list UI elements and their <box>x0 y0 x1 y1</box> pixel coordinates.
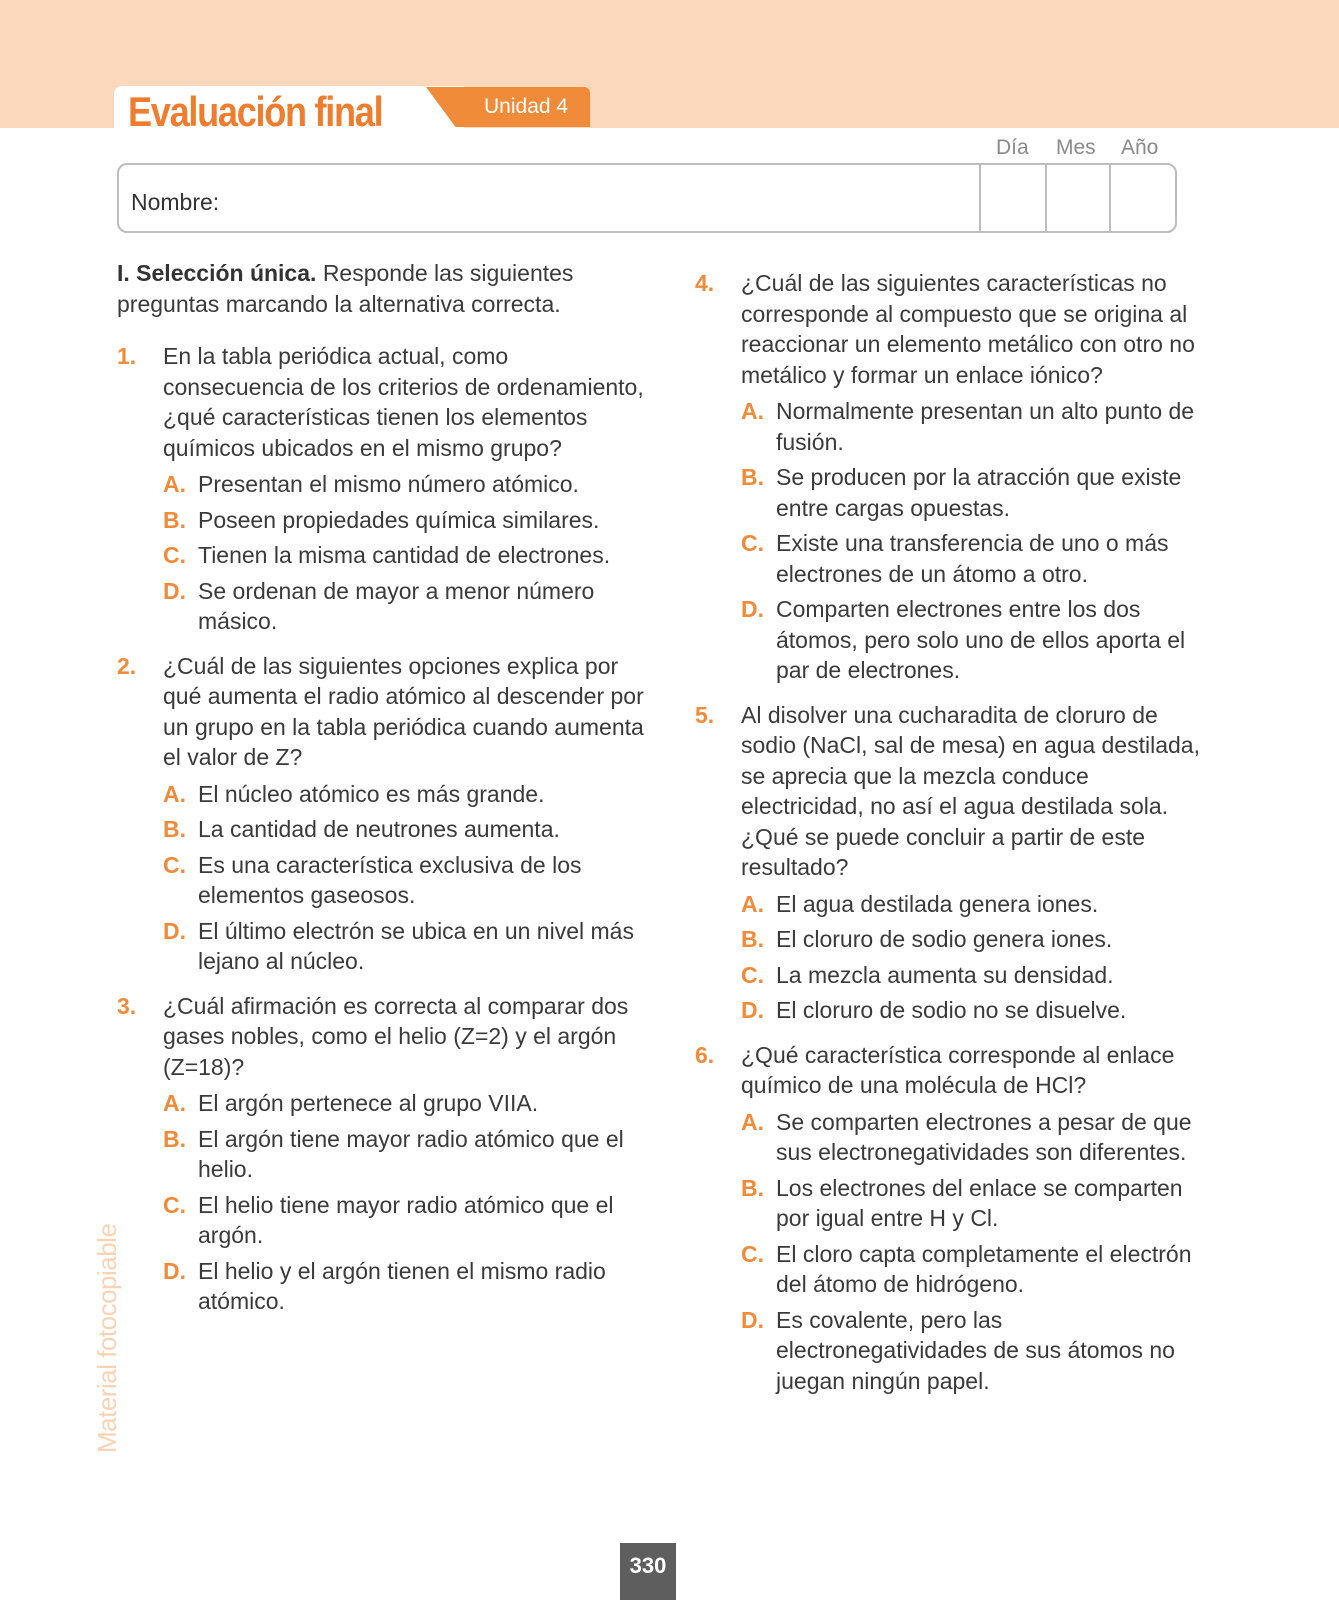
option-letter: A. <box>163 471 186 497</box>
question-6 <box>695 1040 1215 1397</box>
option-letter: C. <box>741 530 764 556</box>
option-text: El núcleo atómico es más grande. <box>198 780 545 807</box>
day-label: Día <box>996 136 1029 159</box>
section-intro <box>117 258 647 319</box>
page-number-box <box>620 1543 676 1600</box>
question-number: 2. <box>117 652 137 679</box>
section-instructions: Responde las siguientes preguntas marcando la alternativa correcta. <box>117 260 574 317</box>
option-text: El argón pertenece al grupo VIIA. <box>198 1090 539 1116</box>
page-number: 330 <box>629 1553 667 1578</box>
question-number: 5. <box>695 701 715 728</box>
option-letter: B. <box>741 464 764 490</box>
option-text: Existe una transferencia de uno o más electrones de un átomo a otro. <box>776 530 1169 587</box>
option-c[interactable] <box>741 960 1215 991</box>
month-cell-divider <box>1045 165 1047 231</box>
option-letter: D. <box>741 997 764 1023</box>
unit-badge-label: Unidad 4 <box>484 95 569 118</box>
question-text: ¿Cuál de las siguientes opciones explica por qué aumenta el radio atómico al descender por un grupo en la tabla periódica cuando aumenta el valor de Z? <box>163 652 644 770</box>
option-letter: C. <box>163 542 186 568</box>
question-4 <box>695 268 1215 686</box>
question-text: En la tabla periódica actual, como consecuencia de los criterios de ordenamiento, ¿qué características tienen los elementos químicos ubicados en el mismo grupo? <box>163 343 644 461</box>
option-letter: A. <box>163 780 186 807</box>
option-letter: D. <box>741 596 764 622</box>
option-c[interactable] <box>741 1239 1215 1300</box>
right-column <box>695 268 1215 1410</box>
option-letter: B. <box>163 506 186 533</box>
option-d[interactable] <box>163 576 647 637</box>
option-d[interactable] <box>163 916 647 977</box>
option-text: Se ordenan de mayor a menor número másico. <box>198 577 595 634</box>
option-b[interactable] <box>163 505 647 536</box>
option-a[interactable] <box>163 1088 647 1119</box>
option-text: Se producen por la atracción que existe entre cargas opuestas. <box>776 464 1182 521</box>
option-letter: B. <box>163 1125 186 1152</box>
option-text: El agua destilada genera iones. <box>776 890 1099 917</box>
option-d[interactable] <box>163 1256 647 1317</box>
question-text: ¿Cuál de las siguientes características no corresponde al compuesto que se origina al reaccionar un elemento metálico con otro no metálico y formar un enlace iónico? <box>741 270 1195 388</box>
option-b[interactable] <box>163 814 647 845</box>
option-letter: C. <box>741 961 764 988</box>
option-b[interactable] <box>741 462 1215 523</box>
option-text: Los electrones del enlace se comparten por igual entre H y Cl. <box>776 1174 1183 1231</box>
option-letter: D. <box>163 577 186 604</box>
question-number: 4. <box>695 270 715 296</box>
option-text: Comparten electrones entre los dos átomos, pero solo uno de ellos aporta el par de electrones. <box>776 596 1186 683</box>
question-text: ¿Cuál afirmación es correcta al comparar dos gases nobles, como el helio (Z=2) y el argón (Z=18)? <box>163 992 629 1080</box>
month-label: Mes <box>1056 136 1096 159</box>
option-a[interactable] <box>741 1107 1215 1168</box>
left-column <box>117 258 647 1331</box>
question-1 <box>117 341 647 637</box>
option-text: Poseen propiedades química similares. <box>198 506 600 533</box>
day-cell-divider <box>979 165 981 231</box>
option-b[interactable] <box>741 1173 1215 1234</box>
question-5 <box>695 700 1215 1026</box>
option-text: El último electrón se ubica en un nivel más lejano al núcleo. <box>198 917 634 974</box>
option-text: El cloro capta completamente el electrón del átomo de hidrógeno. <box>776 1240 1192 1297</box>
question-text: Al disolver una cucharadita de cloruro de sodio (NaCl, sal de mesa) en agua destilada, se aprecia que la mezcla conduce electricidad, no así el agua destilada sola. ¿Qué se puede concluir a partir de este resultado? <box>741 701 1200 880</box>
option-c[interactable] <box>163 850 647 911</box>
option-d[interactable] <box>741 594 1215 686</box>
page-title: Evaluación final <box>128 88 383 135</box>
name-field[interactable] <box>117 163 1177 233</box>
option-text: El argón tiene mayor radio atómico que el helio. <box>198 1125 624 1182</box>
name-label: Nombre: <box>131 189 220 215</box>
option-text: El helio y el argón tienen el mismo radio atómico. <box>198 1257 606 1314</box>
question-number: 3. <box>117 992 137 1019</box>
option-letter: A. <box>741 890 764 917</box>
option-text: Es una característica exclusiva de los elementos gaseosos. <box>198 851 582 908</box>
option-d[interactable] <box>741 995 1215 1026</box>
option-d[interactable] <box>741 1305 1215 1397</box>
option-a[interactable] <box>741 396 1215 457</box>
option-letter: D. <box>163 917 186 944</box>
option-text: Tienen la misma cantidad de electrones. <box>198 542 611 568</box>
option-text: Se comparten electrones a pesar de que sus electronegatividades son diferentes. <box>776 1108 1192 1165</box>
section-heading: I. Selección única. <box>117 260 317 286</box>
option-letter: C. <box>741 1240 764 1267</box>
question-text: ¿Qué característica corresponde al enlace químico de una molécula de HCl? <box>741 1041 1175 1098</box>
option-text: Presentan el mismo número atómico. <box>198 471 579 497</box>
question-2 <box>117 651 647 977</box>
option-text: Normalmente presentan un alto punto de fusión. <box>776 398 1195 455</box>
option-text: El cloruro de sodio genera iones. <box>776 926 1113 952</box>
option-letter: D. <box>163 1257 186 1284</box>
option-text: El helio tiene mayor radio atómico que el argón. <box>198 1191 614 1248</box>
option-text: Es covalente, pero las electronegatividades de sus átomos no juegan ningún papel. <box>776 1306 1175 1394</box>
option-letter: C. <box>163 1191 186 1218</box>
year-label: Año <box>1121 136 1159 159</box>
year-cell-divider <box>1109 165 1111 231</box>
option-c[interactable] <box>163 1190 647 1251</box>
option-a[interactable] <box>741 889 1215 920</box>
option-letter: B. <box>741 1174 764 1201</box>
option-c[interactable] <box>163 540 647 571</box>
option-text: La mezcla aumenta su densidad. <box>776 961 1114 988</box>
option-letter: A. <box>741 1108 764 1135</box>
option-letter: B. <box>741 926 764 952</box>
option-letter: A. <box>163 1090 186 1116</box>
photocopiable-note: Material fotocopiable <box>92 1223 122 1453</box>
option-letter: C. <box>163 851 186 878</box>
option-c[interactable] <box>741 528 1215 589</box>
option-a[interactable] <box>163 779 647 810</box>
option-b[interactable] <box>163 1124 647 1185</box>
option-b[interactable] <box>741 924 1215 955</box>
option-text: El cloruro de sodio no se disuelve. <box>776 997 1127 1023</box>
option-letter: D. <box>741 1306 764 1333</box>
option-letter: A. <box>741 398 764 424</box>
question-number: 1. <box>117 343 137 369</box>
option-letter: B. <box>163 816 186 842</box>
question-3 <box>117 991 647 1317</box>
option-text: La cantidad de neutrones aumenta. <box>198 816 560 842</box>
option-a[interactable] <box>163 469 647 500</box>
question-number: 6. <box>695 1041 715 1068</box>
